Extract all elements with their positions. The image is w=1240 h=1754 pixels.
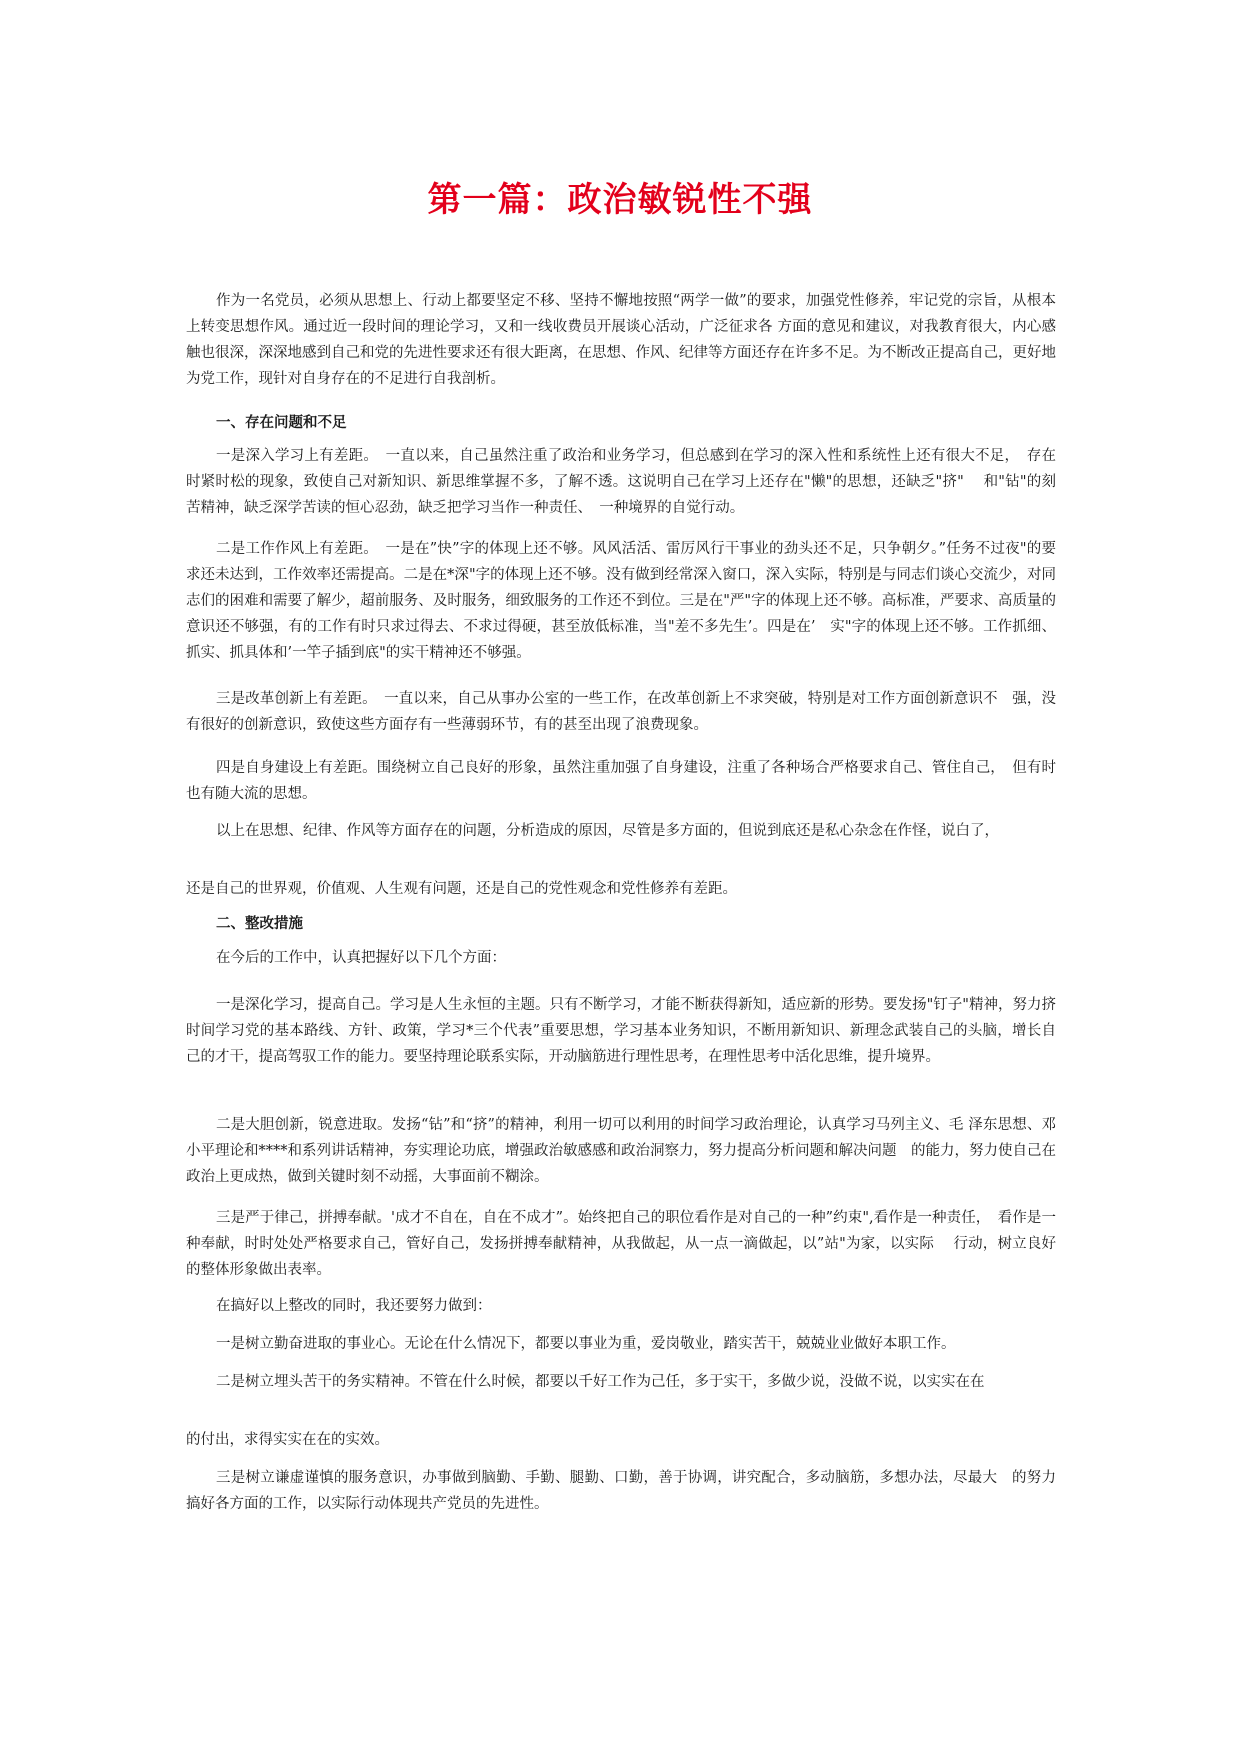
paragraph-innovation-gap: 三是改革创新上有差距。 一直以来，自己从事办公室的一些工作，在改革创新上不求突破，特别是对工作方面创新意识不 强，没有很好的创新意识，致使这些方面存有一些薄弱环节，有的甚至出现了浪费现象。 [186, 691, 1056, 733]
paragraph-additional-efforts: 在搞好以上整改的同时，我还要努力做到： [216, 1298, 492, 1314]
paragraph-cause-analysis-continued: 还是自己的世界观，价值观、人生观有问题，还是自己的党性观念和党性修养有差距。 [186, 881, 737, 897]
paragraph-cause-analysis: 以上在思想、纪律、作风等方面存在的问题，分析造成的原因，尽管是多方面的，但说到底还是私心杂念在作怪，说白了， [216, 823, 999, 839]
paragraph-deepen-learning: 一是深化学习，提高自己。学习是人生永恒的主题。只有不断学习，才能不断获得新知，适应新的形势。要发扬"钉子"精神，努力挤时间学习党的基本路线、方针、政策，学习*三个代表”重要思想，学习基本业务知识，不断用新知识、新理念武装自己的头脑，增长自己的才干，提高驾驭工作的能力。要坚持理论联系实际，开动脑筋进行理性思考，在理性思考中活化思维，提升境界。 [186, 997, 1056, 1065]
section-heading-problems: 一、存在问题和不足 [216, 414, 347, 431]
paragraph-dedication: 一是树立勤奋进取的事业心。无论在什么情况下，都要以事业为重，爱岗敬业，踏实苦干，兢兢业业做好本职工作。 [216, 1336, 956, 1352]
section-heading-measures: 二、整改措施 [216, 915, 303, 932]
paragraph-measures-intro: 在今后的工作中，认真把握好以下几个方面： [216, 950, 506, 966]
paragraph-practical-spirit: 二是树立埋头苦干的务实精神。不管在什么时候，都要以千好工作为己任，多于实干，多做少说，没做不说，以实实在在 [216, 1374, 985, 1390]
paragraph-learning-gap: 一是深入学习上有差距。 一直以来，自己虽然注重了政治和业务学习，但总感到在学习的深入性和系统性上还有很大不足， 存在时紧时松的现象，致使自己对新知识、新思维掌握不多，了解不透。这说明自己在学习上还存在"懒"的思想，还缺乏"挤" 和"钻"的刻苦精神，缺乏深学苦读的恒心忍劲，缺乏把学习当作一种责任、 一种境界的自觉行动。 [186, 448, 1056, 516]
intro-paragraph: 作为一名党员，必须从思想上、行动上都要坚定不移、坚持不懈地按照“两学一做”的要求，加强党性修养，牢记党的宗旨，从根本上转变思想作风。通过近一段时间的理论学习，又和一线收费员开展谈心活动，广泛征求各 方面的意见和建议，对我教育很大，内心感触也很深，深深地感到自己和党的先进性要求还有很大距离，在思想、作风、纪律等方面还存在许多不足。为不断改正提高自己，更好地为党工作，现针对自身存在的不足进行自我剖析。 [186, 293, 1056, 387]
paragraph-bold-innovation: 二是大胆创新，锐意进取。发扬“钻”和“挤”的精神，利用一切可以利用的时间学习政治理论，认真学习马列主义、毛 泽东思想、邓小平理论和****和系列讲话精神，夯实理论功底，增强政治敏感感和政治洞察力，努力提高分析问题和解决问题 的能力，努力使自己在政治上更成热，做到关键时刻不动摇，大事面前不糊涂。 [186, 1117, 1056, 1185]
paragraph-work-style-gap: 二是工作作风上有差距。 一是在”快”字的体现上还不够。风风活活、雷厉风行干事业的劲头还不足，只争朝夕。”任务不过夜"的要求还未达到，工作效率还需提高。二是在*深"字的体现上还不够。没有做到经常深入窗口，深入实际，特别是与同志们谈心交流少，对同志们的困难和需要了解少，超前服务、及时服务，细致服务的工作还不到位。三是在"严"字的体现上还不够。高标准，严要求、高质量的意识还不够强，有的工作有时只求过得去、不求过得硬，甚至放低标准，当"差不多先生’。四是在’ 实"字的体现上还不够。工作抓细、抓实、抓具体和’一竿子插到底"的实干精神还不够强。 [186, 541, 1056, 661]
paragraph-self-discipline: 三是严于律己，拼搏奉献。'成才不自在，自在不成才”。始终把自己的职位看作是对自己的一种”约束",看作是一种责任， 看作是一种奉献，时时处处严格要求自己，管好自己，发扬拼搏奉献精神，从我做起，从一点一滴做起，以”站"为家，以实际 行动，树立良好的整体形象做出表率。 [186, 1210, 1056, 1278]
paragraph-self-building-gap: 四是自身建设上有差距。围绕树立自己良好的形象，虽然注重加强了自身建设，注重了各种场合严格要求自己、管住自己， 但有时也有随大流的思想。 [186, 760, 1056, 802]
paragraph-practical-spirit-continued: 的付出，求得实实在在的实效。 [186, 1432, 389, 1448]
document-title: 第一篇：政治敏锐性不强 [427, 180, 813, 220]
paragraph-service-awareness: 三是树立谦虚谨慎的服务意识，办事做到脑勤、手勤、腿勤、口勤，善于协调，讲究配合，多动脑筋，多想办法，尽最大 的努力搞好各方面的工作，以实际行动体现共产党员的先进性。 [186, 1470, 1056, 1512]
